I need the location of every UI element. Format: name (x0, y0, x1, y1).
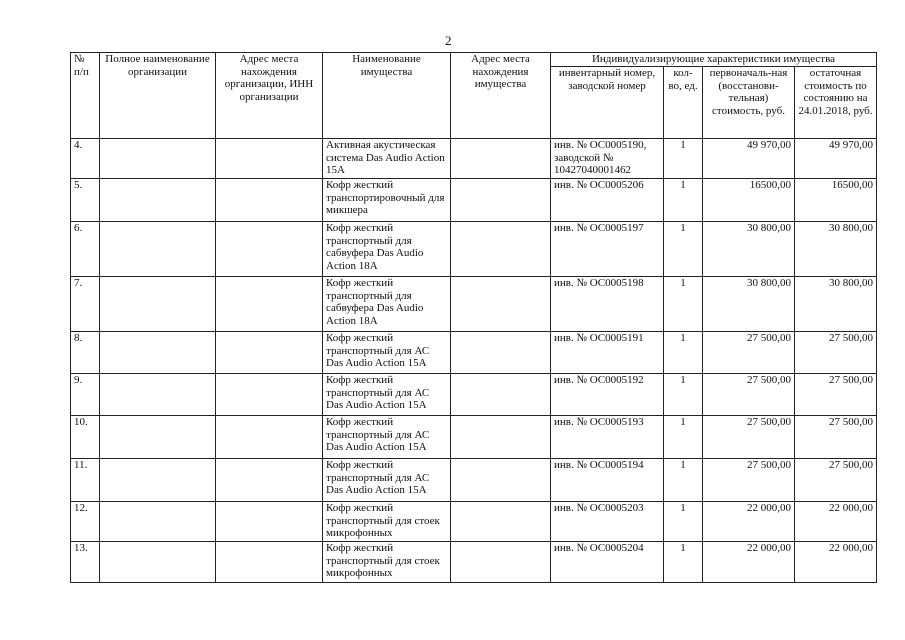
header-property-address: Адрес места нахождения имущества (451, 53, 551, 139)
row-property-name: Кофр жесткий транспортный для АС Das Audio Action 15A (323, 332, 451, 374)
header-characteristics-group: Индивидуализирующие характеристики имущества (551, 53, 877, 67)
row-inventory-number: инв. № ОС0005197 (551, 222, 664, 277)
header-residual-cost: остаточная стоимость по состоянию на 24.01.2018, руб. (795, 67, 877, 139)
row-org-address (216, 139, 323, 179)
row-number: 5. (71, 179, 100, 222)
row-org-name (100, 139, 216, 179)
row-property-name: Кофр жесткий транспортный для стоек микрофонных (323, 502, 451, 542)
row-org-name (100, 416, 216, 459)
row-number: 9. (71, 374, 100, 416)
row-org-address (216, 222, 323, 277)
row-property-address (451, 222, 551, 277)
row-org-address (216, 277, 323, 332)
row-property-name: Кофр жесткий транспортный для стоек микрофонных (323, 542, 451, 583)
row-initial-cost: 27 500,00 (703, 459, 795, 502)
row-quantity: 1 (664, 277, 703, 332)
row-org-address (216, 416, 323, 459)
row-residual-cost: 30 800,00 (795, 277, 877, 332)
header-inventory: инвентарный номер, заводской номер (551, 67, 664, 139)
row-number: 6. (71, 222, 100, 277)
row-number: 11. (71, 459, 100, 502)
row-initial-cost: 27 500,00 (703, 416, 795, 459)
row-property-name: Кофр жесткий транспортный для АС Das Audio Action 15A (323, 416, 451, 459)
row-residual-cost: 27 500,00 (795, 332, 877, 374)
row-inventory-number: инв. № ОС0005190, заводской № 10427040001462 (551, 139, 664, 179)
row-residual-cost: 22 000,00 (795, 502, 877, 542)
row-org-address (216, 542, 323, 583)
row-number: 8. (71, 332, 100, 374)
row-residual-cost: 30 800,00 (795, 222, 877, 277)
property-table (70, 52, 877, 583)
row-org-name (100, 332, 216, 374)
row-residual-cost: 16500,00 (795, 179, 877, 222)
row-number: 12. (71, 502, 100, 542)
row-quantity: 1 (664, 222, 703, 277)
row-quantity: 1 (664, 542, 703, 583)
row-org-address (216, 502, 323, 542)
table-row (71, 179, 877, 222)
row-residual-cost: 27 500,00 (795, 459, 877, 502)
table-row (71, 374, 877, 416)
header-org-address: Адрес места нахождения организации, ИНН организации (216, 53, 323, 139)
table-row (71, 332, 877, 374)
header-initial-cost: первоначаль-ная (восстанови-тельная) стоимость, руб. (703, 67, 795, 139)
header-num: № п/п (71, 53, 100, 139)
row-residual-cost: 49 970,00 (795, 139, 877, 179)
row-inventory-number: инв. № ОС0005193 (551, 416, 664, 459)
row-inventory-number: инв. № ОС0005203 (551, 502, 664, 542)
row-org-name (100, 222, 216, 277)
row-property-name: Активная акустическая система Das Audio Action 15A (323, 139, 451, 179)
table-row (71, 459, 877, 502)
table-row (71, 222, 877, 277)
row-property-name: Кофр жесткий транспортный для АС Das Audio Action 15A (323, 374, 451, 416)
row-org-name (100, 542, 216, 583)
row-inventory-number: инв. № ОС0005198 (551, 277, 664, 332)
row-quantity: 1 (664, 459, 703, 502)
row-property-address (451, 332, 551, 374)
table-row (71, 416, 877, 459)
row-number: 13. (71, 542, 100, 583)
row-property-address (451, 374, 551, 416)
row-org-name (100, 459, 216, 502)
row-property-address (451, 139, 551, 179)
table-row (71, 542, 877, 583)
header-quantity: кол-во, ед. (664, 67, 703, 139)
row-property-name: Кофр жесткий транспортный для АС Das Audio Action 15A (323, 459, 451, 502)
row-number: 4. (71, 139, 100, 179)
row-property-address (451, 459, 551, 502)
row-property-address (451, 416, 551, 459)
row-residual-cost: 27 500,00 (795, 416, 877, 459)
row-residual-cost: 27 500,00 (795, 374, 877, 416)
row-property-address (451, 542, 551, 583)
page-number: 2 (445, 33, 452, 48)
row-quantity: 1 (664, 139, 703, 179)
row-org-address (216, 332, 323, 374)
row-inventory-number: инв. № ОС0005204 (551, 542, 664, 583)
row-property-name: Кофр жесткий транспортировочный для микшера (323, 179, 451, 222)
row-initial-cost: 49 970,00 (703, 139, 795, 179)
row-initial-cost: 27 500,00 (703, 332, 795, 374)
row-inventory-number: инв. № ОС0005194 (551, 459, 664, 502)
row-number: 10. (71, 416, 100, 459)
row-org-address (216, 374, 323, 416)
row-org-name (100, 179, 216, 222)
row-quantity: 1 (664, 374, 703, 416)
table-row (71, 139, 877, 179)
row-initial-cost: 30 800,00 (703, 277, 795, 332)
row-quantity: 1 (664, 332, 703, 374)
row-initial-cost: 22 000,00 (703, 542, 795, 583)
row-org-name (100, 374, 216, 416)
row-property-name: Кофр жесткий транспортный для сабвуфера Das Audio Action 18A (323, 222, 451, 277)
row-inventory-number: инв. № ОС0005206 (551, 179, 664, 222)
row-initial-cost: 22 000,00 (703, 502, 795, 542)
row-org-name (100, 502, 216, 542)
row-initial-cost: 16500,00 (703, 179, 795, 222)
row-quantity: 1 (664, 179, 703, 222)
row-residual-cost: 22 000,00 (795, 542, 877, 583)
header-property-name: Наименование имущества (323, 53, 451, 139)
row-number: 7. (71, 277, 100, 332)
header-org-name: Полное наименование организации (100, 53, 216, 139)
table-row (71, 502, 877, 542)
row-initial-cost: 27 500,00 (703, 374, 795, 416)
row-initial-cost: 30 800,00 (703, 222, 795, 277)
row-inventory-number: инв. № ОС0005191 (551, 332, 664, 374)
row-inventory-number: инв. № ОС0005192 (551, 374, 664, 416)
row-property-name: Кофр жесткий транспортный для сабвуфера Das Audio Action 18A (323, 277, 451, 332)
row-quantity: 1 (664, 416, 703, 459)
row-quantity: 1 (664, 502, 703, 542)
row-property-address (451, 502, 551, 542)
row-property-address (451, 179, 551, 222)
row-org-address (216, 179, 323, 222)
row-property-address (451, 277, 551, 332)
row-org-name (100, 277, 216, 332)
row-org-address (216, 459, 323, 502)
table-row (71, 277, 877, 332)
